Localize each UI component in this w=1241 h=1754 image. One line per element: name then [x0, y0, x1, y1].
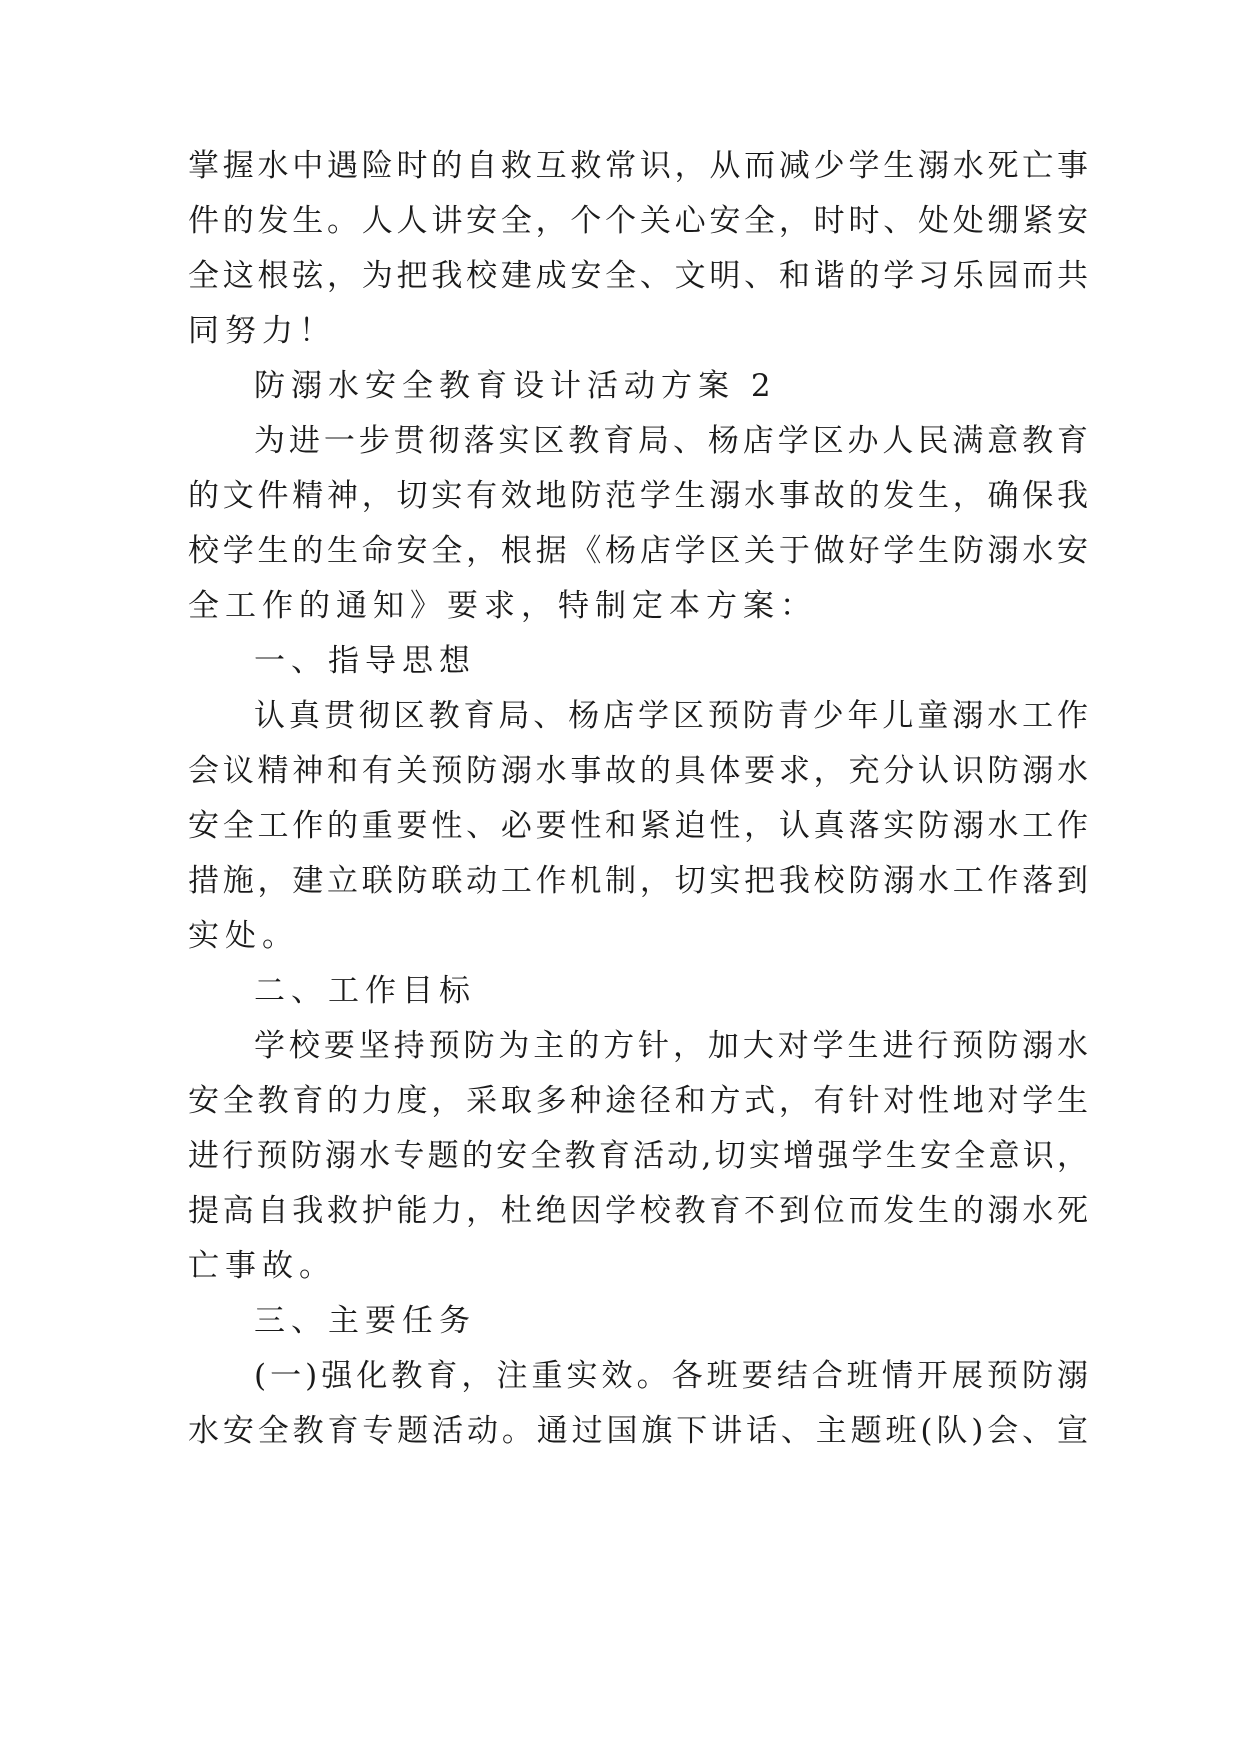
text-line: 掌握水中遇险时的自救互救常识，从而减少学生溺水死亡事	[188, 148, 1088, 184]
text-line: 水安全教育专题活动。通过国旗下讲话、主题班(队)会、宣	[188, 1413, 1088, 1449]
text-line: 亡事故。	[188, 1248, 336, 1284]
text-line: 学校要坚持预防为主的方针，加大对学生进行预防溺水	[254, 1028, 1088, 1064]
text-line: 进行预防溺水专题的安全教育活动,切实增强学生安全意识，	[188, 1138, 1088, 1174]
section-heading: 三、主要任务	[254, 1303, 476, 1339]
text-line: 安全教育的力度，采取多种途径和方式，有针对性地对学生	[188, 1083, 1088, 1119]
section-heading: 二、工作目标	[254, 973, 476, 1009]
text-line: 全这根弦，为把我校建成安全、文明、和谐的学习乐园而共	[188, 258, 1088, 294]
text-line: 措施，建立联防联动工作机制，切实把我校防溺水工作落到	[188, 863, 1088, 899]
text-line: 提高自我救护能力，杜绝因学校教育不到位而发生的溺水死	[188, 1193, 1088, 1229]
text-line: 件的发生。人人讲安全，个个关心安全，时时、处处绷紧安	[188, 203, 1088, 239]
text-line: 全工作的通知》要求，特制定本方案：	[188, 588, 817, 624]
text-line: 同努力！	[188, 313, 336, 349]
text-line: 实处。	[188, 918, 299, 954]
text-line: (一)强化教育，注重实效。各班要结合班情开展预防溺	[254, 1358, 1088, 1394]
section-heading: 防溺水安全教育设计活动方案 2	[254, 368, 777, 404]
section-heading: 一、指导思想	[254, 643, 476, 679]
text-line: 的文件精神，切实有效地防范学生溺水事故的发生，确保我	[188, 478, 1088, 514]
text-line: 校学生的生命安全，根据《杨店学区关于做好学生防溺水安	[188, 533, 1088, 569]
text-line: 认真贯彻区教育局、杨店学区预防青少年儿童溺水工作	[254, 698, 1088, 734]
text-line: 为进一步贯彻落实区教育局、杨店学区办人民满意教育	[254, 423, 1088, 459]
text-line: 会议精神和有关预防溺水事故的具体要求，充分认识防溺水	[188, 753, 1088, 789]
text-line: 安全工作的重要性、必要性和紧迫性，认真落实防溺水工作	[188, 808, 1088, 844]
